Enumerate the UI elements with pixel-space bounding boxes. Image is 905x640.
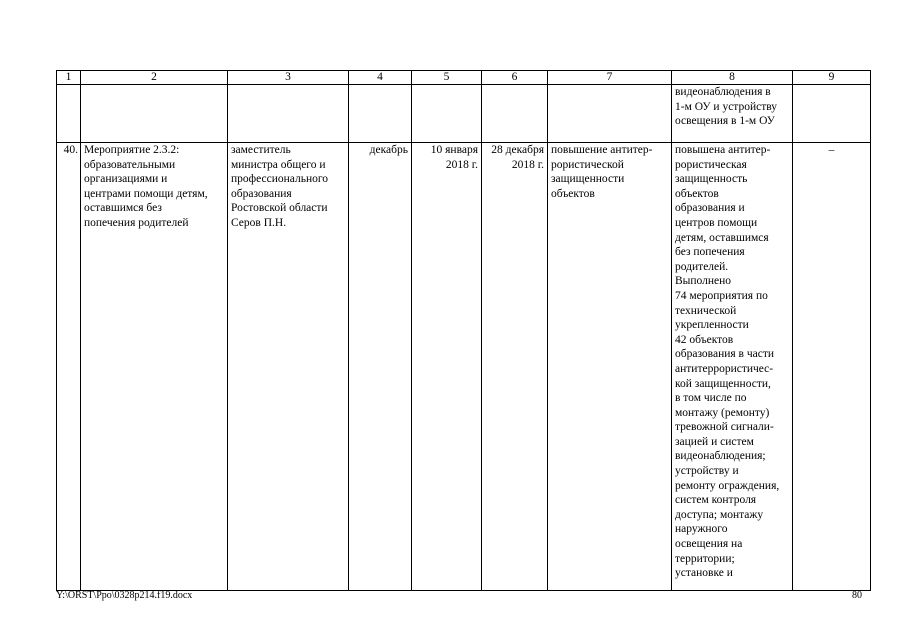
item-responsible: заместитель министра общего и профессионального образования Ростовской области Серов П.Н. [228, 143, 349, 591]
footer-file-path: Y:\ORST\Ppo\0328p214.f19.docx [56, 590, 193, 601]
item-end-date: 28 декабря 2018 г. [482, 143, 548, 591]
column-number-2: 2 [81, 71, 228, 85]
continuation-actual-result: видеонаблюдения в 1-м ОУ и устройству освещения в 1-м ОУ [672, 85, 793, 143]
item-actual-result: повышена антитер- рористическая защищенность объектов образования и центров помощи детям, оставшимся без попечения родителей. Выполнено 74 мероприятия по технической укрепленности 42 объектов образования в части антитеррористичес- кой защищенности, в том числе по монтажу (ремонту) тревожной сигнали- зацией и систем видеонаблюдения; устройству и ремонту ограждения, систем контроля доступа; монтажу наружного освещения на территории; установке и [672, 143, 793, 591]
item-planned-date: декабрь [349, 143, 412, 591]
item-expected-result: повышение антитер- рористической защищенности объектов [548, 143, 672, 591]
column-number-4: 4 [349, 71, 412, 85]
item-row-40 [57, 143, 871, 591]
column-number-6: 6 [482, 71, 548, 85]
column-number-row [57, 71, 871, 85]
column-number-5: 5 [412, 71, 482, 85]
column-number-7: 7 [548, 71, 672, 85]
column-number-1: 1 [57, 71, 81, 85]
item-event: Мероприятие 2.3.2: образовательными организациями и центрами помощи детям, оставшимся без попечения родителей [81, 143, 228, 591]
column-number-3: 3 [228, 71, 349, 85]
page-number: 80 [852, 590, 862, 601]
item-deviation: – [793, 143, 871, 591]
measures-table [56, 70, 871, 591]
item-start-date: 10 января 2018 г. [412, 143, 482, 591]
column-number-8: 8 [672, 71, 793, 85]
continuation-row [57, 85, 871, 143]
column-number-9: 9 [793, 71, 871, 85]
item-number: 40. [57, 143, 81, 591]
